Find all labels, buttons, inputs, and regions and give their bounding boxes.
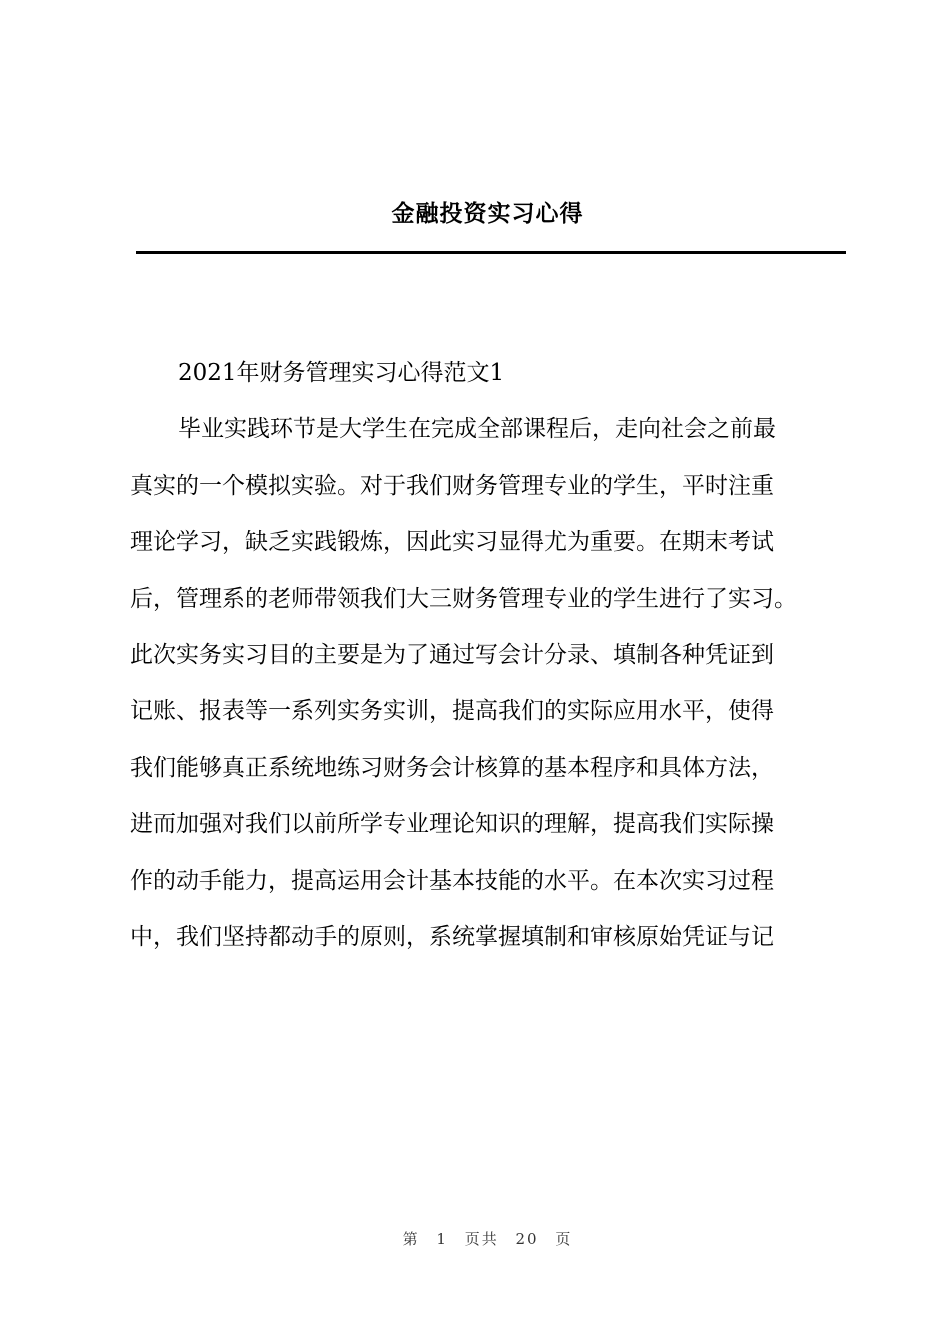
title-underline [136,251,846,254]
footer-prefix: 第 [402,1230,420,1248]
page-footer [0,1228,950,1249]
paragraph-line-2: 真实的一个模拟实验。对于我们财务管理专业的学生，平时注重 [130,472,774,499]
paragraph-line-8: 进而加强对我们以前所学专业理论知识的理解，提高我们实际操 [130,811,774,838]
paragraph-line-4: 后，管理系的老师带领我们大三财务管理专业的学生进行了实习。 [130,585,797,612]
paragraph-line-3: 理论学习，缺乏实践锻炼，因此实习显得尤为重要。在期末考试 [130,529,774,556]
paragraph-line-6: 记账、报表等一系列实务实训，提高我们的实际应用水平，使得 [130,698,774,725]
paragraph-line-10: 中，我们坚持都动手的原则，系统掌握填制和审核原始凭证与记 [130,924,774,951]
paragraph-line-9: 作的动手能力，提高运用会计基本技能的水平。在本次实习过程 [130,867,774,894]
footer-total-pages: 20 [515,1230,539,1248]
footer-middle: 页共 [464,1230,499,1248]
footer-current-page: 1 [436,1230,448,1248]
subheading: 2021年财务管理实习心得范文1 [178,360,505,386]
document-body [130,345,875,965]
paragraph-line-5: 此次实务实习目的主要是为了通过写会计分录、填制各种凭证到 [130,642,774,669]
paragraph-line-1: 毕业实践环节是大学生在完成全部课程后，走向社会之前最 [178,416,776,443]
document-title: 金融投资实习心得 [391,201,584,227]
paragraph-line-7: 我们能够真正系统地练习财务会计核算的基本程序和具体方法， [130,754,774,781]
footer-suffix: 页 [555,1230,573,1248]
